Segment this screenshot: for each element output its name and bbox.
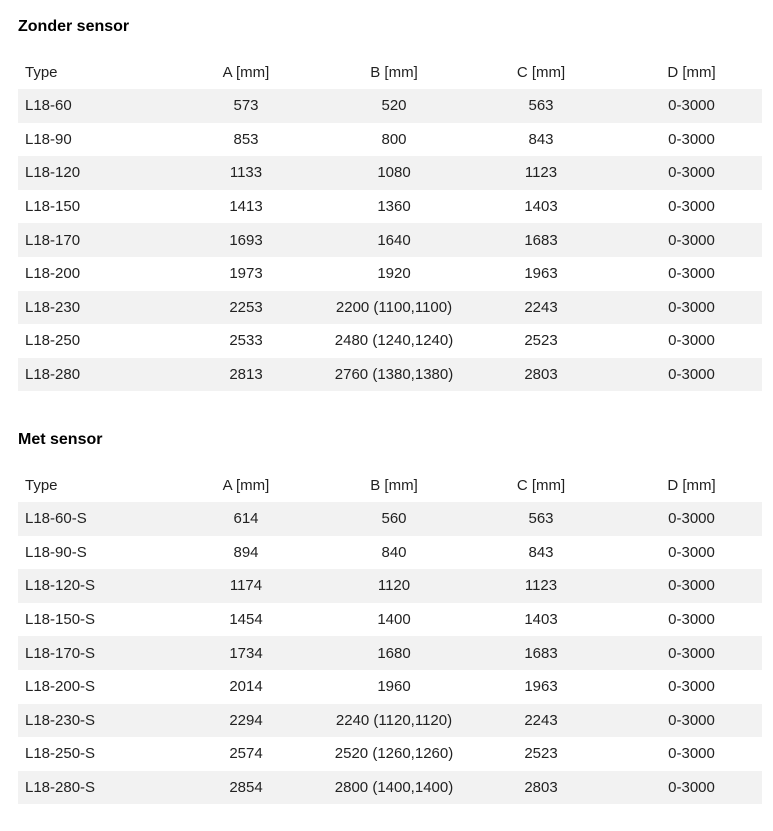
- column-header-c: C [mm]: [516, 476, 566, 494]
- table-row: [18, 89, 762, 123]
- table-row: [18, 291, 762, 325]
- cell-type: L18-170: [18, 223, 165, 257]
- cell-type: L18-200-S: [18, 670, 165, 704]
- table-row: [18, 737, 762, 771]
- cell-type: L18-230-S: [18, 704, 165, 738]
- cell-type: L18-150-S: [18, 603, 165, 637]
- cell-a: 1734: [165, 636, 327, 670]
- cell-a: 2533: [165, 324, 327, 358]
- cell-type: L18-280-S: [18, 771, 165, 805]
- cell-type: L18-200: [18, 257, 165, 291]
- cell-type: L18-250-S: [18, 737, 165, 771]
- cell-type: L18-230: [18, 291, 165, 325]
- cell-c: 2243: [461, 704, 621, 738]
- cell-d: 0-3000: [621, 737, 762, 771]
- table-row: [18, 156, 762, 190]
- cell-d: 0-3000: [621, 704, 762, 738]
- table-row: [18, 603, 762, 637]
- cell-b: 2240 (1120,1120): [327, 704, 461, 738]
- cell-a: 2574: [165, 737, 327, 771]
- cell-d: 0-3000: [621, 89, 762, 123]
- cell-a: 2813: [165, 358, 327, 392]
- cell-d: 0-3000: [621, 223, 762, 257]
- cell-type: L18-60: [18, 89, 165, 123]
- section-met-sensor: [18, 429, 755, 804]
- cell-c: 563: [461, 89, 621, 123]
- cell-b: 840: [327, 536, 461, 570]
- cell-a: 1693: [165, 223, 327, 257]
- table-row: [18, 223, 762, 257]
- cell-c: 1403: [461, 190, 621, 224]
- cell-a: 853: [165, 123, 327, 157]
- cell-a: 573: [165, 89, 327, 123]
- cell-c: 1683: [461, 223, 621, 257]
- table-header-row: [18, 468, 762, 502]
- cell-d: 0-3000: [621, 358, 762, 392]
- cell-a: 1174: [165, 569, 327, 603]
- table-row: [18, 771, 762, 805]
- column-header-type: Type: [25, 63, 58, 81]
- cell-d: 0-3000: [621, 636, 762, 670]
- cell-d: 0-3000: [621, 502, 762, 536]
- cell-a: 894: [165, 536, 327, 570]
- cell-d: 0-3000: [621, 670, 762, 704]
- cell-b: 2200 (1100,1100): [327, 291, 461, 325]
- column-header-b: B [mm]: [370, 63, 418, 81]
- column-header-a: A [mm]: [222, 63, 270, 81]
- cell-b: 2480 (1240,1240): [327, 324, 461, 358]
- table-row: [18, 358, 762, 392]
- cell-b: 1120: [327, 569, 461, 603]
- cell-c: 2523: [461, 737, 621, 771]
- cell-b: 800: [327, 123, 461, 157]
- cell-c: 2803: [461, 358, 621, 392]
- table-row: [18, 536, 762, 570]
- cell-c: 843: [461, 536, 621, 570]
- cell-a: 2854: [165, 771, 327, 805]
- cell-a: 1413: [165, 190, 327, 224]
- cell-type: L18-150: [18, 190, 165, 224]
- section-title: Zonder sensor: [18, 18, 130, 35]
- section-zonder-sensor: [18, 16, 755, 391]
- cell-type: L18-60-S: [18, 502, 165, 536]
- cell-b: 1920: [327, 257, 461, 291]
- cell-c: 843: [461, 123, 621, 157]
- cell-d: 0-3000: [621, 123, 762, 157]
- cell-b: 1360: [327, 190, 461, 224]
- table-row: [18, 670, 762, 704]
- cell-d: 0-3000: [621, 771, 762, 805]
- table-row: [18, 704, 762, 738]
- cell-c: 2803: [461, 771, 621, 805]
- cell-d: 0-3000: [621, 569, 762, 603]
- cell-b: 1640: [327, 223, 461, 257]
- cell-d: 0-3000: [621, 324, 762, 358]
- column-header-d: D [mm]: [667, 476, 716, 494]
- cell-d: 0-3000: [621, 536, 762, 570]
- table-header-row: [18, 55, 762, 89]
- cell-d: 0-3000: [621, 291, 762, 325]
- cell-a: 1973: [165, 257, 327, 291]
- cell-b: 1080: [327, 156, 461, 190]
- table-row: [18, 569, 762, 603]
- table-row: [18, 190, 762, 224]
- cell-b: 2800 (1400,1400): [327, 771, 461, 805]
- cell-a: 614: [165, 502, 327, 536]
- cell-a: 2253: [165, 291, 327, 325]
- cell-c: 2243: [461, 291, 621, 325]
- table-row: [18, 636, 762, 670]
- cell-d: 0-3000: [621, 257, 762, 291]
- dimensions-table: [18, 55, 762, 391]
- section-title: Met sensor: [18, 431, 103, 448]
- cell-a: 2014: [165, 670, 327, 704]
- column-header-b: B [mm]: [370, 476, 418, 494]
- cell-a: 2294: [165, 704, 327, 738]
- cell-type: L18-120: [18, 156, 165, 190]
- cell-c: 1123: [461, 156, 621, 190]
- cell-c: 1403: [461, 603, 621, 637]
- column-header-a: A [mm]: [222, 476, 270, 494]
- cell-b: 520: [327, 89, 461, 123]
- table-row: [18, 324, 762, 358]
- cell-type: L18-250: [18, 324, 165, 358]
- cell-a: 1133: [165, 156, 327, 190]
- cell-c: 563: [461, 502, 621, 536]
- cell-d: 0-3000: [621, 190, 762, 224]
- cell-c: 1963: [461, 257, 621, 291]
- column-header-type: Type: [25, 476, 58, 494]
- column-header-c: C [mm]: [516, 63, 566, 81]
- cell-c: 1123: [461, 569, 621, 603]
- cell-type: L18-170-S: [18, 636, 165, 670]
- cell-c: 1963: [461, 670, 621, 704]
- cell-c: 1683: [461, 636, 621, 670]
- column-header-d: D [mm]: [667, 63, 716, 81]
- cell-b: 1680: [327, 636, 461, 670]
- table-row: [18, 257, 762, 291]
- cell-c: 2523: [461, 324, 621, 358]
- cell-d: 0-3000: [621, 156, 762, 190]
- cell-d: 0-3000: [621, 603, 762, 637]
- cell-b: 560: [327, 502, 461, 536]
- cell-b: 1400: [327, 603, 461, 637]
- cell-b: 2760 (1380,1380): [327, 358, 461, 392]
- table-row: [18, 123, 762, 157]
- cell-b: 1960: [327, 670, 461, 704]
- cell-a: 1454: [165, 603, 327, 637]
- cell-type: L18-280: [18, 358, 165, 392]
- cell-b: 2520 (1260,1260): [327, 737, 461, 771]
- table-row: [18, 502, 762, 536]
- cell-type: L18-90: [18, 123, 165, 157]
- cell-type: L18-90-S: [18, 536, 165, 570]
- cell-type: L18-120-S: [18, 569, 165, 603]
- dimensions-table: [18, 468, 762, 804]
